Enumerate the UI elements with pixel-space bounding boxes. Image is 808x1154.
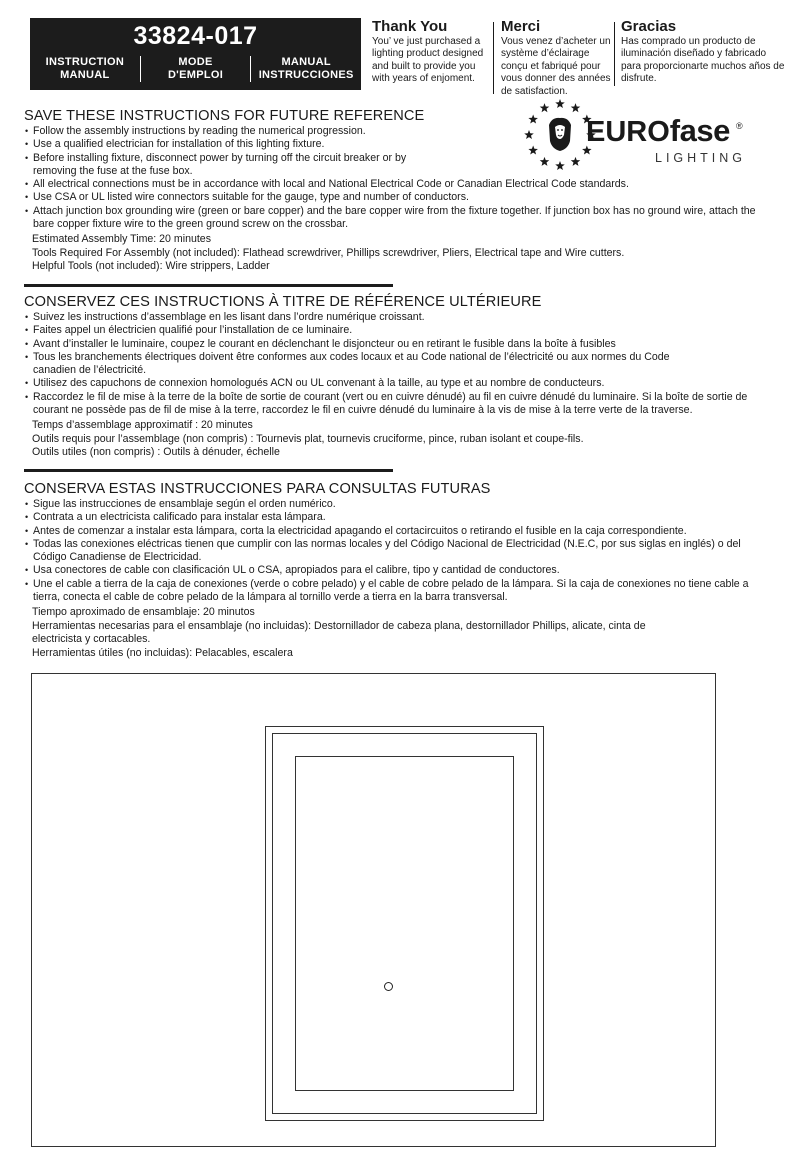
instruction-bullet: • All electrical connections must be in accordance with local and National Electrical Code or Canadian Electrical Code standards. xyxy=(24,178,794,191)
assembly-time: Temps d’assemblage approximatif : 20 minutes xyxy=(32,419,253,432)
title-english-line2: MANUAL xyxy=(60,69,110,81)
tools-required: Outils requis pour l’assemblage (non compris) : Tournevis plat, tournevis cruciforme, pince, ruban isolant et coupe-fils. xyxy=(32,432,584,445)
assembly-time: Estimated Assembly Time: 20 minutes xyxy=(32,233,211,246)
product-drawing xyxy=(31,673,716,1147)
merci-line: de satisfaction. xyxy=(501,85,568,97)
title-spanish-line2: INSTRUCCIONES xyxy=(258,69,354,81)
instruction-bullet: • Faites appel un électricien qualifié pour l’installation de ce luminaire. xyxy=(24,324,794,337)
section-divider xyxy=(24,284,393,287)
assembly-time: Tiempo aproximado de ensamblaje: 20 minutos xyxy=(32,606,255,619)
manual-header xyxy=(30,18,361,90)
section-heading: CONSERVEZ CES INSTRUCTIONS À TITRE DE RÉFÉRENCE ULTÉRIEURE xyxy=(24,294,542,310)
mirror-frame xyxy=(265,726,544,1121)
star-icon xyxy=(555,99,565,108)
title-english xyxy=(30,54,140,84)
assembly-info xyxy=(24,233,794,273)
section-spanish xyxy=(24,481,794,660)
thank-you-french xyxy=(501,18,613,98)
mirror-glass xyxy=(295,756,514,1091)
instruction-bullet: • Avant d’installer le luminaire, coupez le courant en déclenchant le disjoncteur ou en retirant le fusible dans la boîte à fusibles xyxy=(24,338,794,351)
section-divider xyxy=(24,469,393,472)
gracias-line: iluminación diseñado y fabricado xyxy=(621,48,767,60)
instruction-bullet: • Attach junction box grounding wire (green or bare copper) and the bare copper wire from the fixture together. If junction box has no ground wire, attach the bare copper fixture wire to the green ground screw on the crossbar. xyxy=(24,205,776,232)
thank-you-english xyxy=(372,18,490,86)
registered-mark: ® xyxy=(736,121,743,131)
instruction-bullet: • Suivez les instructions d’assemblage en les lisant dans l’ordre numérique croissant. xyxy=(24,311,794,324)
instruction-bullet: • Use a qualified electrician for installation of this lighting fixture. xyxy=(24,138,494,151)
touch-sensor-icon xyxy=(384,982,393,991)
instruction-bullet: • Follow the assembly instructions by reading the numerical progression. xyxy=(24,125,494,138)
instruction-bullet: • Antes de comenzar a instalar esta lámpara, corta la electricidad apagando el cortacircuitos o retirando el fusible en la caja correspondiente. xyxy=(24,525,794,538)
section-heading: SAVE THESE INSTRUCTIONS FOR FUTURE REFERENCE xyxy=(24,108,425,124)
star-icon xyxy=(571,103,581,112)
merci-line: conçu et fabriqué pour xyxy=(501,60,601,72)
gracias-title: Gracias xyxy=(621,18,677,35)
instruction-bullet: • Todas las conexiones eléctricas tienen que cumplir con las normas locales y del Código Nacional de Electricidad (N.E.C, por sus siglas en inglés) o del Código Canadiense de Electricidad. xyxy=(24,538,764,565)
gracias-line: disfrute. xyxy=(621,73,657,85)
assembly-info xyxy=(24,419,794,459)
merci-line: vous donner des années xyxy=(501,73,611,85)
assembly-info xyxy=(24,606,794,660)
title-french-line2: D'EMPLOI xyxy=(167,69,224,81)
star-icon xyxy=(540,103,550,112)
title-english-line1: INSTRUCTION xyxy=(45,56,125,68)
section-french xyxy=(24,294,794,460)
instruction-bullet: • Utilisez des capuchons de connexion homologués ACN ou UL convenant à la taille, au type et au nombre de conducteurs. xyxy=(24,377,794,390)
star-icon xyxy=(528,115,538,124)
thank-you-title: Thank You xyxy=(372,18,448,35)
instruction-bullet: • Contrata a un electricista calificado para instalar esta lámpara. xyxy=(24,511,794,524)
title-french xyxy=(141,54,251,84)
tools-required: Tools Required For Assembly (not included): Flathead screwdriver, Phillips screwdriver, Pliers, Electrical tape and Wire cutters. xyxy=(32,246,625,259)
instruction-bullet: • Raccordez le fil de mise à la terre de la boîte de sortie de courant (vert ou en cuivre dénudé) au fil en cuivre dénudé du luminaire. Si la boîte de sortie de courant ne possède pas de fil de mise à la terre, raccordez le fil en cuivre dénudé du luminaire à la vis de mise à la terre verte de la traverse. xyxy=(24,391,776,418)
manual-titles xyxy=(30,54,361,84)
title-spanish-line1: MANUAL xyxy=(281,56,331,68)
thank-you-line: You’ ve just purchased a xyxy=(372,36,481,47)
section-english xyxy=(24,108,494,125)
instruction-bullet: • Usa conectores de cable con clasificación UL o CSA, apropiados para el calibre, tipo y cantidad de conductores. xyxy=(24,564,794,577)
mirror-frame-inner xyxy=(272,733,537,1114)
merci-title: Merci xyxy=(501,18,541,35)
model-number: 33824-017 xyxy=(133,22,258,50)
instruction-bullet: • Use CSA or UL listed wire connectors suitable for the gauge, type and number of conductors. xyxy=(24,191,794,204)
thank-you-spanish xyxy=(621,18,796,86)
thank-you-line: lighting product designed xyxy=(372,48,484,60)
column-divider xyxy=(493,22,494,94)
instruction-bullet: • Tous les branchements électriques doivent être conformes aux codes locaux et au Code national de l’électricité ou aux normes du Code canadien de l’électricité. xyxy=(24,351,714,378)
title-spanish xyxy=(251,54,361,84)
merci-line: système d’éclairage xyxy=(501,48,590,60)
instruction-bullet: • Une el cable a tierra de la caja de conexiones (verde o cobre pelado) y el cable de cobre pelado de la lámpara. Si la caja de conexiones no tiene cable a tierra, conecta el cable de cobre pelado de la lámpara al tornillo verde a tierra en la barra transversal. xyxy=(24,578,764,605)
tools-required: Herramientas necesarias para el ensamblaje (no incluidas): Destornillador de cabeza plana, destornillador Phillips, alicate, cinta de electricista y cortacables. xyxy=(32,619,646,646)
brand-prefix: EURO xyxy=(586,116,670,148)
thank-you-line: and built to provide you xyxy=(372,60,476,72)
merci-line: Vous venez d’acheter un xyxy=(501,36,611,47)
helpful-tools: Helpful Tools (not included): Wire strippers, Ladder xyxy=(32,260,270,273)
instruction-bullet: • Sigue las instrucciones de ensamblaje según el orden numérico. xyxy=(24,498,794,511)
section-heading: CONSERVA ESTAS INSTRUCCIONES PARA CONSULTAS FUTURAS xyxy=(24,481,491,497)
thank-you-line: with years of enjoment. xyxy=(372,73,475,85)
helpful-tools: Herramientas útiles (no incluidas): Pelacables, escalera xyxy=(32,646,293,659)
gracias-line: Has comprado un producto de xyxy=(621,36,756,47)
brand-suffix: fase xyxy=(669,113,730,148)
title-french-line1: MODE xyxy=(178,56,213,68)
helpful-tools: Outils utiles (non compris) : Outils à dénuder, échelle xyxy=(32,446,280,459)
brand-subtitle: LIGHTING xyxy=(655,151,747,165)
section-english-body xyxy=(24,125,794,274)
gracias-line: para proporcionarte muchos años de xyxy=(621,60,785,72)
instruction-bullet: • Before installing fixture, disconnect power by turning off the circuit breaker or by removing the fuse at the fuse box. xyxy=(24,152,414,179)
column-divider xyxy=(614,22,615,86)
